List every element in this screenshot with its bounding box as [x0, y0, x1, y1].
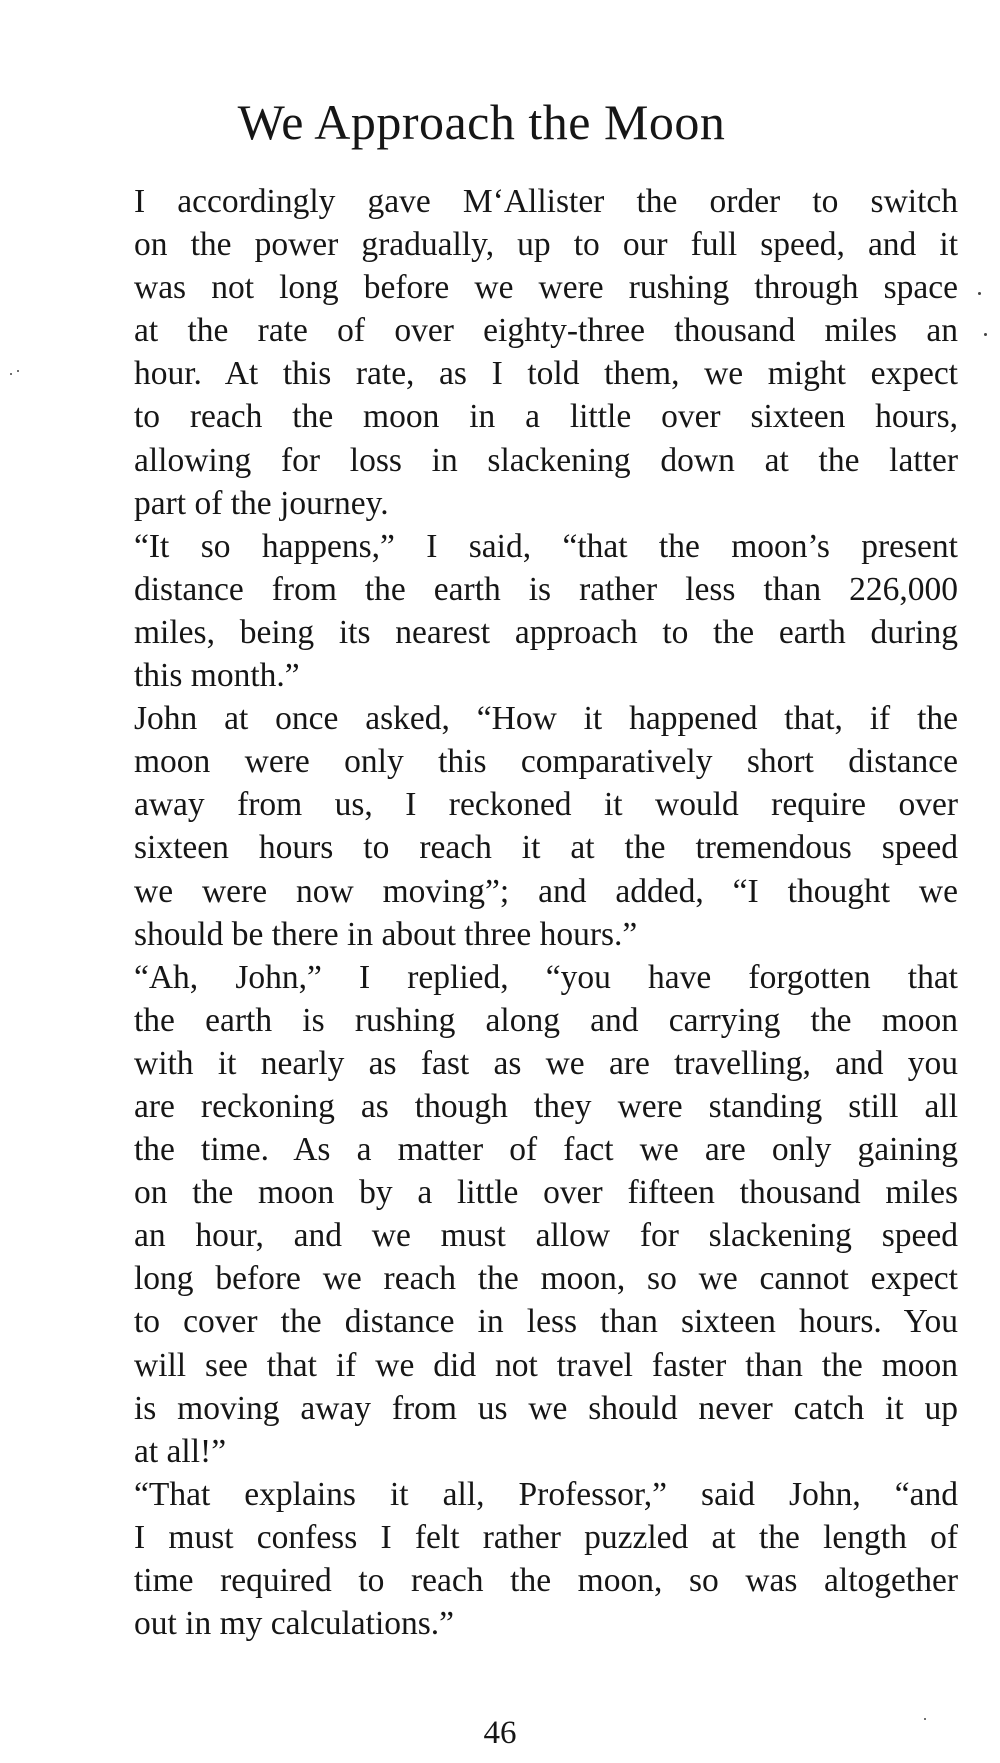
text-line: the earth is rushing along and carrying the moon [134, 1001, 958, 1039]
paragraph-4 [70, 956, 958, 1473]
text-line: to reach the moon in a little over sixteen hours, [134, 398, 958, 436]
text-line: at all!” [134, 1432, 227, 1470]
paragraph-3 [70, 697, 958, 956]
text-line: allowing for loss in slackening down at the latter [134, 441, 958, 479]
text-line: to cover the distance in less than sixteen hours. You [134, 1303, 958, 1341]
text-line: moon were only this comparatively short distance [134, 743, 958, 781]
text-line: at the rate of over eighty-three thousand miles an [134, 312, 958, 350]
paragraph-1 [70, 180, 958, 525]
text-line: we were now moving”; and added, “I thought we [134, 872, 958, 910]
text-line: sixteen hours to reach it at the tremendous speed [134, 829, 958, 867]
text-line: an hour, and we must allow for slackening speed [134, 1217, 958, 1255]
text-line: distance from the earth is rather less than 226,000 [134, 570, 958, 608]
text-line: away from us, I reckoned it would require over [134, 786, 958, 824]
text-line: should be there in about three hours.” [134, 915, 638, 953]
text-line: “Ah, John,” I replied, “you have forgotten that [134, 958, 958, 996]
text-line: is moving away from us we should never catch it up [134, 1389, 958, 1427]
text-line: will see that if we did not travel faster than the moon [134, 1346, 958, 1384]
scan-speck [978, 292, 981, 295]
scan-speck [17, 370, 19, 372]
text-line: was not long before we were rushing through space [134, 269, 958, 307]
text-line: are reckoning as though they were standing still all [134, 1087, 958, 1125]
scan-speck [10, 373, 12, 375]
text-line: out in my calculations.” [134, 1605, 455, 1643]
text-line: I accordingly gave M‘Allister the order to switch [134, 183, 958, 220]
text-line: I must confess I felt rather puzzled at the length of [134, 1518, 958, 1556]
text-line: this month.” [134, 657, 300, 695]
text-line: long before we reach the moon, so we cannot expect [134, 1260, 958, 1298]
paragraph-2 [70, 525, 958, 697]
scan-speck [924, 1718, 926, 1720]
text-line: the time. As a matter of fact we are only gaining [134, 1131, 958, 1169]
text-line: miles, being its nearest approach to the earth during [134, 613, 958, 651]
body-text [70, 180, 958, 1645]
text-line: time required to reach the moon, so was altogether [134, 1562, 958, 1599]
scan-speck [984, 333, 987, 336]
paragraph-5 [70, 1473, 958, 1645]
text-line: with it nearly as fast as we are travelling, and you [134, 1044, 958, 1082]
text-line: “That explains it all, Professor,” said John, “and [134, 1475, 958, 1513]
text-line: part of the journey. [134, 484, 389, 522]
text-line: on the power gradually, up to our full speed, and it [134, 226, 958, 264]
chapter-heading: We Approach the Moon [237, 94, 726, 150]
text-line: hour. At this rate, as I told them, we might expect [134, 355, 958, 393]
text-line: John at once asked, “How it happened that, if the [134, 700, 958, 738]
text-line: “It so happens,” I said, “that the moon’s present [134, 527, 958, 565]
text-line: on the moon by a little over fifteen thousand miles [134, 1174, 958, 1212]
page-number: 46 [483, 1715, 517, 1751]
